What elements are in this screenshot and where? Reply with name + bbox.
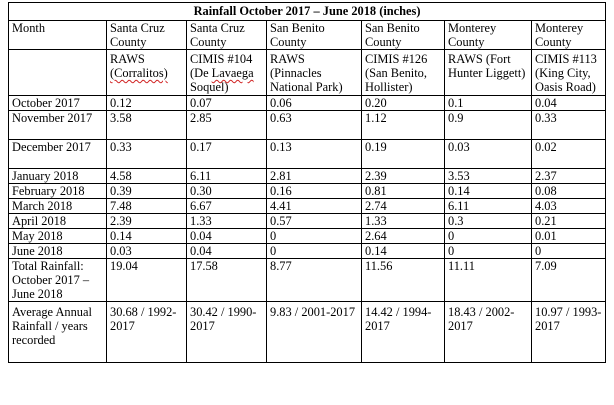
value-cell: 2.85	[187, 111, 267, 140]
value-cell: 0.33	[107, 140, 187, 169]
station-name-part: Soquel)	[190, 80, 229, 94]
value-cell: 2.39	[362, 169, 445, 184]
month-column-header: Month	[9, 21, 107, 50]
value-cell: 0	[445, 229, 532, 244]
value-cell: 0.14	[107, 229, 187, 244]
month-cell: March 2018	[9, 199, 107, 214]
value-cell: 0.12	[107, 96, 187, 111]
county-header: San Benito County	[362, 21, 445, 50]
value-cell: 6.11	[187, 169, 267, 184]
value-cell: 3.53	[445, 169, 532, 184]
table-row	[9, 96, 606, 111]
station-name-part: (Corralitos)	[110, 66, 168, 80]
county-header: San Benito County	[267, 21, 362, 50]
value-cell: 0	[532, 244, 606, 259]
table-title: Rainfall October 2017 – June 2018 (inches)	[9, 3, 606, 21]
county-header: Santa Cruz County	[107, 21, 187, 50]
average-cell: 9.83 / 2001-2017	[267, 302, 362, 363]
table-row	[9, 229, 606, 244]
value-cell: 0.02	[532, 140, 606, 169]
value-cell: 0.9	[445, 111, 532, 140]
value-cell: 4.03	[532, 199, 606, 214]
value-cell: 0.33	[532, 111, 606, 140]
value-cell: 1.12	[362, 111, 445, 140]
county-header: Santa Cruz County	[187, 21, 267, 50]
value-cell: 0.06	[267, 96, 362, 111]
value-cell: 0.03	[445, 140, 532, 169]
table-row	[9, 169, 606, 184]
value-cell: 0.30	[187, 184, 267, 199]
value-cell: 2.64	[362, 229, 445, 244]
station-header	[187, 50, 267, 96]
value-cell: 2.74	[362, 199, 445, 214]
average-cell: 30.42 / 1990-2017	[187, 302, 267, 363]
average-cell: 10.97 / 1993-2017	[532, 302, 606, 363]
value-cell: 0.04	[187, 229, 267, 244]
value-cell: 2.39	[107, 214, 187, 229]
county-header: Monterey County	[445, 21, 532, 50]
county-header: Monterey County	[532, 21, 606, 50]
table-row	[9, 199, 606, 214]
value-cell: 7.48	[107, 199, 187, 214]
value-cell: 0.17	[187, 140, 267, 169]
station-header-blank	[9, 50, 107, 96]
value-cell: 0.19	[362, 140, 445, 169]
table-row	[9, 214, 606, 229]
month-cell: November 2017	[9, 111, 107, 140]
station-header: CIMIS #113 (King City, Oasis Road)	[532, 50, 606, 96]
value-cell: 2.81	[267, 169, 362, 184]
month-cell: February 2018	[9, 184, 107, 199]
value-cell: 0.63	[267, 111, 362, 140]
value-cell: 1.33	[187, 214, 267, 229]
value-cell: 0.16	[267, 184, 362, 199]
value-cell: 0	[267, 229, 362, 244]
value-cell: 0.81	[362, 184, 445, 199]
table-row	[9, 140, 606, 169]
value-cell: 0.39	[107, 184, 187, 199]
average-cell: 18.43 / 2002-2017	[445, 302, 532, 363]
value-cell: 2.37	[532, 169, 606, 184]
value-cell: 0	[267, 244, 362, 259]
value-cell: 0.1	[445, 96, 532, 111]
average-row	[9, 302, 606, 363]
value-cell: 0.04	[532, 96, 606, 111]
total-cell: 8.77	[267, 259, 362, 302]
value-cell: 4.41	[267, 199, 362, 214]
table-row	[9, 111, 606, 140]
month-cell: January 2018	[9, 169, 107, 184]
station-header: RAWS (Fort Hunter Liggett)	[445, 50, 532, 96]
value-cell: 6.11	[445, 199, 532, 214]
table-row	[9, 184, 606, 199]
station-name-part: Lavaega	[211, 66, 254, 80]
value-cell: 0.08	[532, 184, 606, 199]
total-label: Total Rainfall: October 2017 – June 2018	[9, 259, 107, 302]
average-cell: 30.68 / 1992-2017	[107, 302, 187, 363]
station-header: CIMIS #126 (San Benito, Hollister)	[362, 50, 445, 96]
station-name: CIMIS #104 (De	[190, 52, 253, 80]
value-cell: 0.57	[267, 214, 362, 229]
value-cell: 0.21	[532, 214, 606, 229]
station-header: RAWS (Pinnacles National Park)	[267, 50, 362, 96]
month-cell: October 2017	[9, 96, 107, 111]
value-cell: 1.33	[362, 214, 445, 229]
value-cell: 3.58	[107, 111, 187, 140]
value-cell: 0.14	[362, 244, 445, 259]
total-cell: 7.09	[532, 259, 606, 302]
value-cell: 0.01	[532, 229, 606, 244]
value-cell: 0.07	[187, 96, 267, 111]
value-cell: 0.13	[267, 140, 362, 169]
total-cell: 19.04	[107, 259, 187, 302]
total-cell: 11.11	[445, 259, 532, 302]
month-cell: December 2017	[9, 140, 107, 169]
average-cell: 14.42 / 1994-2017	[362, 302, 445, 363]
value-cell: 0.04	[187, 244, 267, 259]
average-label: Average Annual Rainfall / years recorded	[9, 302, 107, 363]
month-cell: May 2018	[9, 229, 107, 244]
total-row	[9, 259, 606, 302]
value-cell: 0.03	[107, 244, 187, 259]
value-cell: 0.20	[362, 96, 445, 111]
month-cell: June 2018	[9, 244, 107, 259]
total-cell: 17.58	[187, 259, 267, 302]
table-row	[9, 244, 606, 259]
station-header	[107, 50, 187, 96]
rainfall-table	[8, 2, 606, 363]
value-cell: 0	[445, 244, 532, 259]
rainfall-table-container	[8, 2, 605, 363]
value-cell: 6.67	[187, 199, 267, 214]
month-cell: April 2018	[9, 214, 107, 229]
value-cell: 0.3	[445, 214, 532, 229]
total-cell: 11.56	[362, 259, 445, 302]
value-cell: 4.58	[107, 169, 187, 184]
station-name: RAWS	[110, 52, 145, 66]
value-cell: 0.14	[445, 184, 532, 199]
